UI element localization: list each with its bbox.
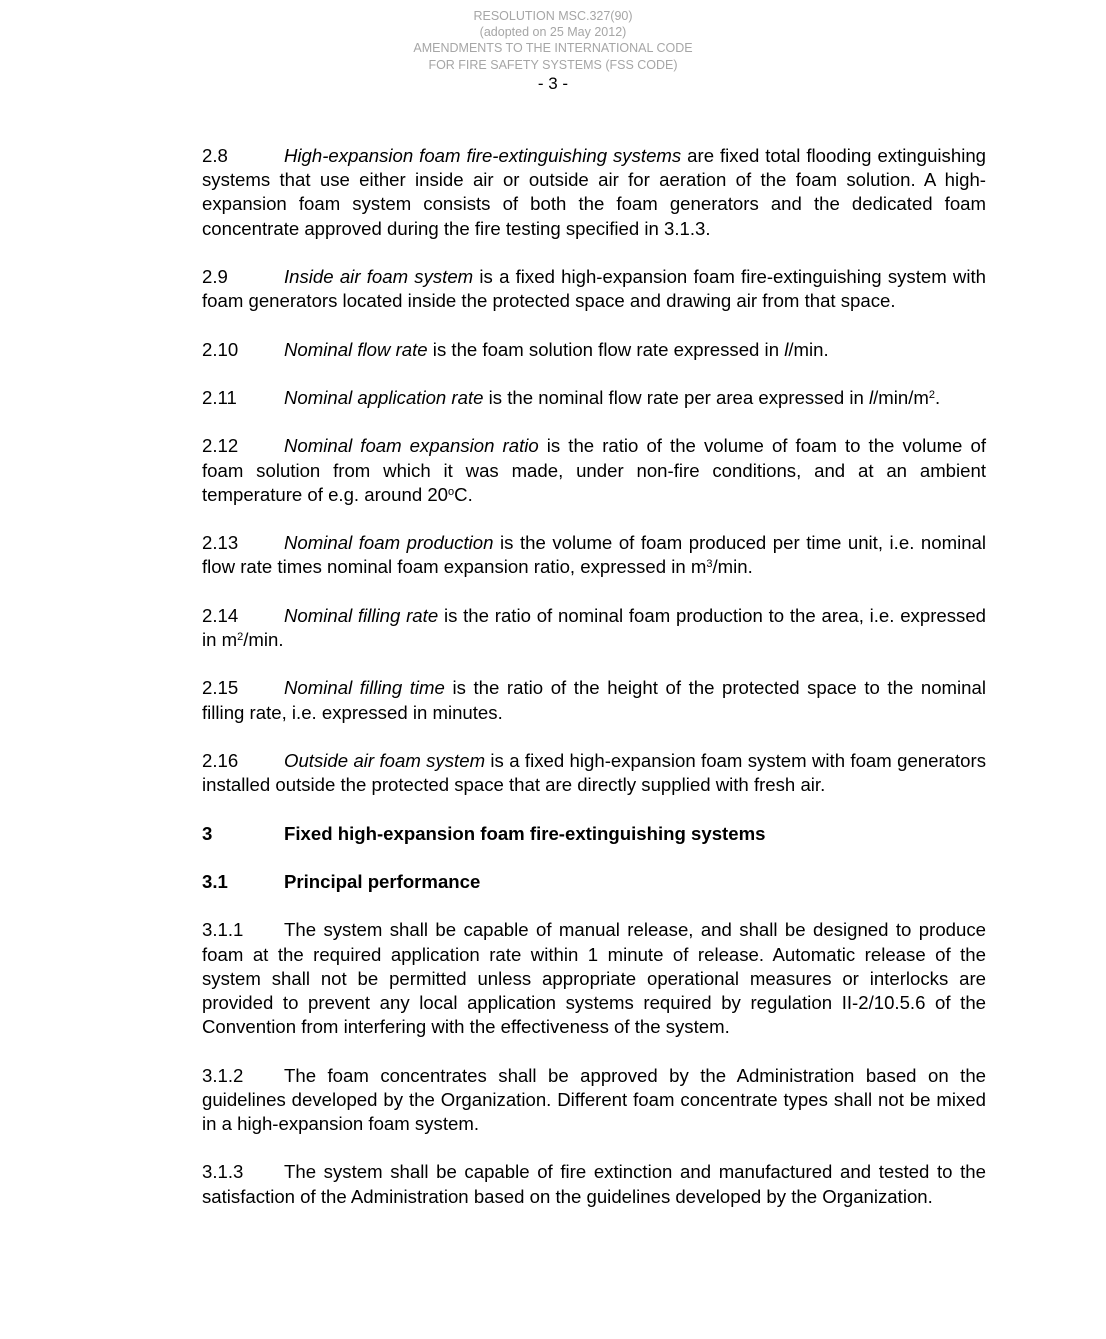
paragraph-text: The system shall be capable of manual release, and shall be designed to produce foam at the required application rate within 1 minute of release. Automatic release of the system shall not be permitted unless appropriate operational measures or interlocks are provided to prevent any local application systems required by regulation II-2/10.5.6 of the Convention from interfering with the effectiveness of the system. bbox=[202, 919, 986, 1038]
unit-text: /min/m bbox=[873, 386, 929, 408]
paragraph-text-end: C. bbox=[454, 483, 473, 505]
paragraph-number: 2.9 bbox=[202, 266, 228, 287]
defined-term: Nominal filling rate bbox=[284, 604, 439, 626]
paragraph-3-1-2 bbox=[202, 1064, 986, 1137]
paragraph-2-11 bbox=[202, 386, 986, 410]
paragraph-2-9 bbox=[202, 265, 986, 313]
paragraph-number: 2.14 bbox=[202, 604, 239, 626]
paragraph-number: 2.16 bbox=[202, 749, 239, 771]
page-header bbox=[0, 8, 1106, 95]
section-title: Fixed high-expansion foam fire-extinguishing systems bbox=[284, 822, 766, 844]
paragraph-text-end: /min. bbox=[712, 556, 753, 578]
document-body bbox=[202, 144, 986, 1233]
defined-term: Nominal flow rate bbox=[284, 338, 428, 360]
defined-term: Nominal application rate bbox=[284, 386, 484, 408]
paragraph-text: is a fixed high-expansion foam fire-extinguishing system with foam generators located inside the protected space and drawing air from that space. bbox=[202, 266, 986, 312]
paragraph-text-end: /min. bbox=[243, 628, 284, 650]
paragraph-text: The system shall be capable of fire extinction and manufactured and tested to the satisfaction of the Administration based on the guidelines developed by the Organization. bbox=[202, 1161, 986, 1207]
paragraph-number: 2.8 bbox=[202, 145, 228, 166]
section-number: 3 bbox=[202, 822, 213, 844]
paragraph-2-13 bbox=[202, 531, 986, 579]
paragraph-text: is the foam solution flow rate expressed in bbox=[427, 338, 785, 360]
page-number: - 3 - bbox=[537, 73, 569, 93]
paragraph-2-15 bbox=[202, 676, 986, 724]
unit-litre: l bbox=[784, 338, 789, 360]
paragraph-number: 2.15 bbox=[202, 677, 239, 699]
superscript: 3 bbox=[706, 558, 713, 571]
superscript: 2 bbox=[928, 388, 936, 401]
section-title: Principal performance bbox=[284, 870, 481, 892]
section-number: 3.1 bbox=[202, 870, 228, 892]
paragraph-number: 2.10 bbox=[202, 338, 239, 360]
superscript: 2 bbox=[237, 630, 244, 643]
paragraph-text: is the nominal flow rate per area expressed in bbox=[483, 386, 869, 408]
section-heading-3 bbox=[202, 822, 986, 846]
paragraph-number: 3.1.1 bbox=[202, 919, 244, 941]
paragraph-3-1-1 bbox=[202, 918, 986, 1039]
unit-litre: l bbox=[869, 386, 874, 408]
paragraph-text: is the ratio of nominal foam production to the area, i.e. expressed in m bbox=[202, 604, 986, 650]
paragraph-text: is a fixed high-expansion foam system with foam generators installed outside the protected space that are directly supplied with fresh air. bbox=[202, 749, 987, 796]
paragraph-number: 3.1.2 bbox=[202, 1064, 244, 1086]
defined-term: Inside air foam system bbox=[284, 266, 474, 287]
paragraph-text: is the ratio of the volume of foam to the volume of foam solution from which it was made, under non-fire conditions, and at an ambient temperature of e.g. around 20 bbox=[202, 435, 986, 505]
defined-term: Nominal filling time bbox=[284, 677, 445, 699]
paragraph-number: 2.12 bbox=[202, 435, 239, 457]
paragraph-number: 3.1.3 bbox=[202, 1161, 244, 1183]
paragraph-2-16 bbox=[202, 749, 986, 797]
defined-term: Nominal foam production bbox=[284, 532, 494, 554]
paragraph-number: 2.11 bbox=[202, 386, 237, 408]
defined-term: High-expansion foam fire-extinguishing systems bbox=[284, 145, 682, 166]
paragraph-text: is the volume of foam produced per time unit, i.e. nominal flow rate times nominal foam expansion ratio, expressed in m bbox=[202, 532, 987, 578]
paragraph-2-8 bbox=[202, 144, 986, 241]
section-heading-3-1 bbox=[202, 870, 986, 894]
paragraph-2-10 bbox=[202, 338, 986, 362]
amendments-title: AMENDMENTS TO THE INTERNATIONAL CODE bbox=[413, 41, 693, 56]
paragraph-text: is the ratio of the height of the protected space to the nominal filling rate, i.e. expressed in minutes. bbox=[202, 677, 986, 723]
paragraph-2-14 bbox=[202, 604, 986, 652]
paragraph-text: are fixed total flooding extinguishing systems that use either inside air or outside air for aeration of the foam solution. A high-expansion foam system consists of both the foam generators and the dedicated foam concentrate approved during the fire testing specified in 3.1.3. bbox=[202, 145, 987, 239]
paragraph-3-1-3 bbox=[202, 1160, 986, 1208]
resolution-title: RESOLUTION MSC.327(90) bbox=[473, 9, 633, 23]
code-title: FOR FIRE SAFETY SYSTEMS (FSS CODE) bbox=[428, 57, 678, 72]
defined-term: Outside air foam system bbox=[284, 749, 486, 771]
paragraph-2-12 bbox=[202, 434, 986, 507]
paragraph-text-end: . bbox=[935, 386, 941, 408]
paragraph-text-end: /min. bbox=[788, 338, 829, 360]
adoption-date: (adopted on 25 May 2012) bbox=[479, 25, 627, 40]
paragraph-number: 2.13 bbox=[202, 532, 239, 554]
defined-term: Nominal foam expansion ratio bbox=[284, 435, 539, 457]
degree-superscript: o bbox=[448, 485, 455, 498]
paragraph-text: The foam concentrates shall be approved by the Administration based on the guidelines developed by the Organization. Different foam concentrate types shall not be mixed in a high-expansion foam system. bbox=[202, 1064, 986, 1134]
